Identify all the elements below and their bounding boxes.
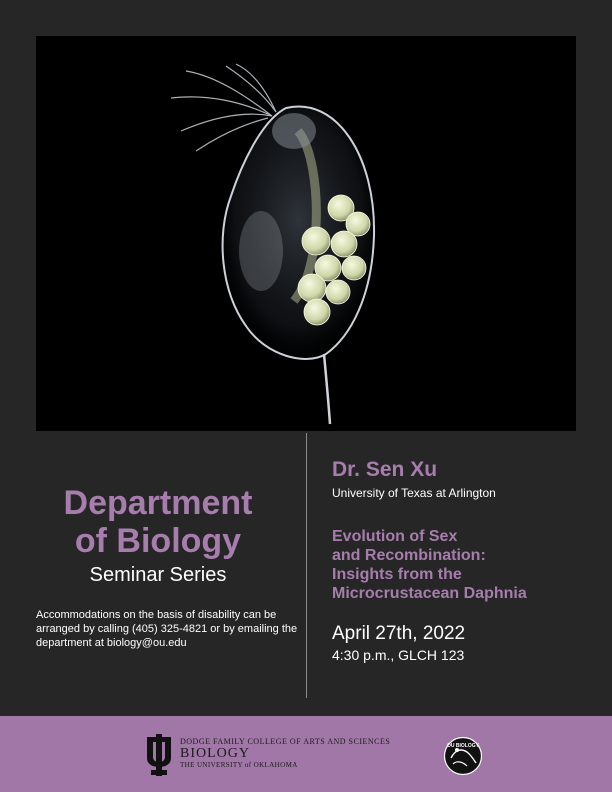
ou-logo-icon: [143, 734, 175, 776]
department-title: [0, 484, 316, 560]
seminar-series-label: Seminar Series: [89, 564, 227, 586]
ou-biology-seal-icon: [443, 736, 483, 776]
footer-bar: [0, 716, 612, 792]
daphnia-photo: [36, 36, 576, 431]
talk-title-line-3: Insights from the: [332, 566, 462, 583]
accessibility-note: Accommodations on the basis of disability can be arranged by calling (405) 325-4821 or by emailing the department at biology@ou.edu: [36, 609, 298, 649]
department-wordmark: BIOLOGY: [180, 746, 250, 761]
talk-title: [332, 527, 582, 603]
talk-title-line-2: and Recombination:: [332, 547, 486, 564]
event-time-location: 4:30 p.m., GLCH 123: [332, 647, 465, 663]
speaker-affiliation: University of Texas at Arlington: [332, 486, 496, 500]
college-name: DODGE FAMILY COLLEGE OF ARTS AND SCIENCES: [180, 737, 391, 746]
event-date: April 27th, 2022: [332, 623, 466, 644]
university-name: THE UNIVERSITY of OKLAHOMA: [180, 761, 298, 769]
talk-title-line-1: Evolution of Sex: [332, 528, 458, 545]
talk-title-line-4: Microcrustacean Daphnia: [332, 585, 527, 602]
department-line-1: Department: [63, 484, 253, 522]
department-line-2: of Biology: [74, 522, 242, 560]
speaker-name: Dr. Sen Xu: [332, 458, 438, 481]
daphnia-illustration: [36, 36, 576, 431]
college-wordmark: [180, 737, 390, 769]
seal-text: OU BIOLOGY: [447, 743, 479, 749]
